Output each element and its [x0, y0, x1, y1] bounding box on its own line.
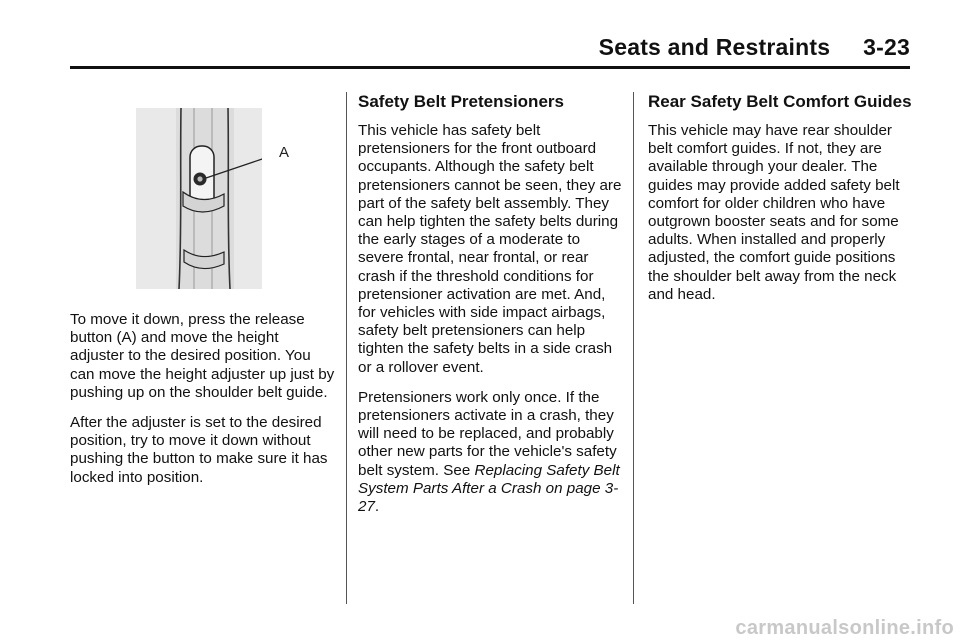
paragraph-text: Pretensioners work only once. If the pretensioners activate in a crash, they will need to be replaced, and probably other new parts for the vehicle's safety belt system. See — [358, 388, 617, 479]
page-title: Seats and Restraints 3-23 — [598, 34, 910, 60]
callout-label-a: A — [279, 144, 290, 161]
column-divider — [633, 92, 634, 604]
paragraph-end: . — [374, 498, 380, 516]
column-2 — [358, 92, 622, 528]
paragraph: This vehicle may have rear shoulder belt comfort guides. If not, they are available through your dealer. The guides may provide added safety belt comfort for older children who have outgrown booster seats and for some adults. When installed and properly adjusted, the comfort guide positions the shoulder belt away from the neck and head. — [648, 122, 900, 303]
section-heading: Safety Belt Pretensioners — [358, 92, 564, 111]
page-header — [70, 28, 910, 69]
watermark: carmanualsonline.info — [735, 617, 954, 639]
paragraph — [358, 389, 622, 516]
column-1 — [70, 92, 335, 499]
paragraph: This vehicle has safety belt pretensioners for the front outboard occupants. Although the safety belt pretensioners cannot be seen, they are part of the safety belt assembly. They can help tighten the safety belts during the early stages of a moderate to severe frontal, near frontal, or rear crash if the threshold conditions for pretensioner activation are met. And, for vehicles with side impact airbags, safety belt pretensioners can help tighten the safety belts in a side crash or a rollover event. — [358, 122, 622, 376]
section-heading: Rear Safety Belt Comfort Guides — [648, 92, 912, 111]
cross-reference-link[interactable]: Replacing Safety Belt System Parts After a Crash on page 3-27 — [358, 461, 620, 516]
paragraph: After the adjuster is set to the desired position, try to move it down without pushing the button to make sure it has locked into position. — [70, 414, 328, 486]
paragraph: To move it down, press the release button (A) and move the height adjuster to the desired position. You can move the height adjuster up just by pushing up on the shoulder belt guide. — [70, 311, 335, 401]
column-divider — [346, 92, 347, 604]
column-3 — [648, 92, 912, 316]
